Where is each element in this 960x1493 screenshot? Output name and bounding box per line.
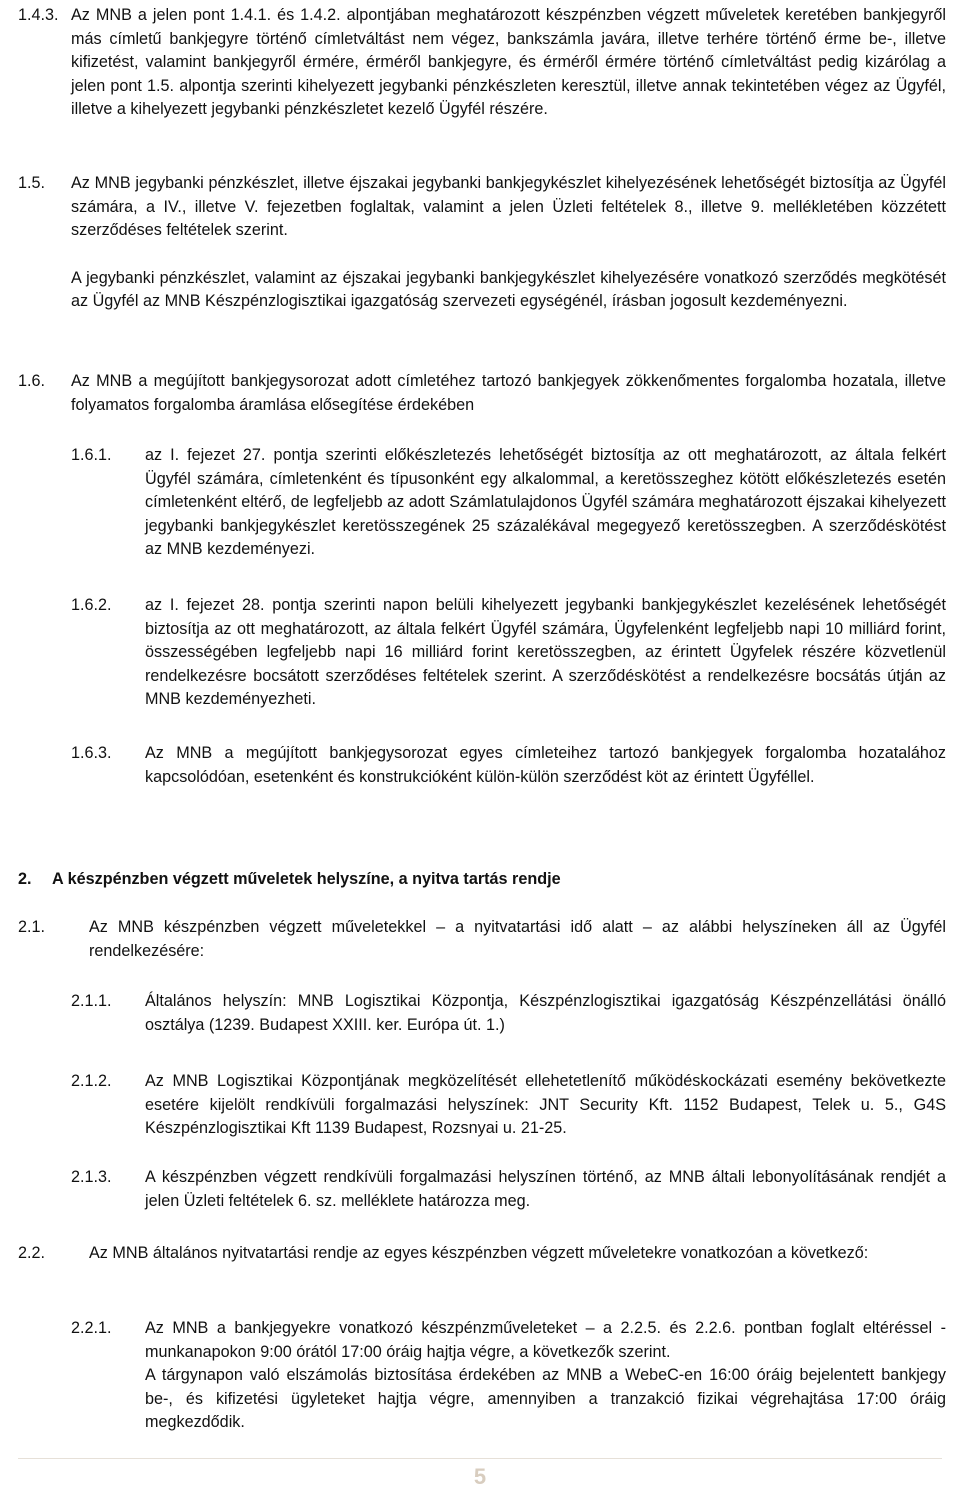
section-number: 1.6.1. <box>71 446 112 464</box>
section-paragraph: A tárgynapon való elszámolás biztosítása érdekében az MNB a WebeC-en 16:00 óráig bejelentett bankjegy be-, és kifizetési ügyleteket hajtja végre, amennyiben a tranzakció fizikai végrehajtása 17:00 óráig megkezdődik. <box>145 1366 946 1431</box>
section-paragraph: Az MNB a megújított bankjegysorozat adott címletéhez tartozó bankjegyek zökkenőmentes forgalomba hozatala, illetve folyamatos forgalomba áramlása elősegítése érdekében <box>71 372 946 414</box>
section-number: 1.6.2. <box>71 596 112 614</box>
chapter-heading <box>18 868 946 892</box>
section-1-6 <box>18 370 946 417</box>
section-2-1-1 <box>71 990 946 1037</box>
section-paragraph: Általános helyszín: MNB Logisztikai Központja, Készpénzlogisztikai igazgatóság Készpénzellátási önálló osztálya (1239. Budapest XXIII. ker. Európa út. 1.) <box>145 992 946 1034</box>
section-2-1-3 <box>71 1166 946 1213</box>
section-paragraph: az I. fejezet 27. pontja szerinti előkészletezés lehetőségét biztosítja az ott meghatározott, az általa felkért Ügyfél számára, címletenként és típusonként egy alkalommal, a keretösszeghez kötött előkészletezés esetén címletenként eltérő, de legfeljebb az adott Számlatulajdonos Ügyfél számára meghatározott éjszakai kihelyezett jegybanki bankjegykészlet keretösszegének 25 százalékával megegyező keretösszegben. A szerződéskötést az MNB kezdeményezi. <box>145 446 946 558</box>
section-paragraph: A készpénzben végzett rendkívüli forgalmazási helyszínen történő, az MNB általi lebonyolításának rendjét a jelen Üzleti feltételek 6. sz. melléklete határozza meg. <box>145 1168 946 1210</box>
section-number: 2.1.1. <box>71 992 112 1010</box>
section-paragraph: Az MNB jegybanki pénzkészlet, illetve éjszakai jegybanki bankjegykészlet kihelyezésének lehetőségét biztosítja az Ügyfél számára, a IV., illetve V. fejezetben foglaltak, valamint a jelen Üzleti feltételek 8., illetve 9. mellékletében közzétett szerződéses feltételek szerint. <box>71 174 946 239</box>
section-1-6-3 <box>71 742 946 789</box>
section-paragraph: Az MNB készpénzben végzett műveletekkel – a nyitvatartási idő alatt – az alábbi helyszíneken áll az Ügyfél rendelkezésére: <box>89 918 946 960</box>
section-1-6-2 <box>71 594 946 712</box>
page-number: 5 <box>473 1464 487 1489</box>
section-1-5 <box>18 172 946 314</box>
chapter-title: A készpénzben végzett műveletek helyszíne, a nyitva tartás rendje <box>52 870 561 888</box>
section-paragraph: Az MNB a jelen pont 1.4.1. és 1.4.2. alpontjában meghatározott készpénzben végzett műveletek keretében bankjegyről más címletű bankjegyre történő címletváltást nem végez, bankszámla javára, illetve terhére történő érme be-, illetve kifizetést, valamint bankjegyről érmére, érméről bankjegyre, és érméről érmére történő címletváltást pedig kizárólag a jelen pont 1.5. alpontja szerinti kihelyezett jegybanki pénzkészleten keresztül, illetve annak tekintetében végez az Ügyfél, illetve a kihelyezett jegybanki pénzkészletet kezelő Ügyfél részére. <box>71 6 946 118</box>
section-number: 2. <box>18 870 32 888</box>
section-number: 2.2.1. <box>71 1319 112 1337</box>
section-number: 2.1. <box>18 918 46 936</box>
section-number: 1.6.3. <box>71 744 112 762</box>
section-paragraph: Az MNB általános nyitvatartási rendje az egyes készpénzben végzett műveletekre vonatkozóan a következő: <box>89 1244 869 1262</box>
section-paragraph: Az MNB a bankjegyekre vonatkozó készpénzműveleteket – a 2.2.5. és 2.2.6. pontban foglalt eltéréssel - munkanapokon 9:00 órától 17:00 óráig hajtja végre, a következők szerint. <box>145 1319 946 1361</box>
section-paragraph: Az MNB a megújított bankjegysorozat egyes címleteihez tartozó bankjegyek forgalomba hozatalához kapcsolódóan, esetenként és konstrukcióként külön-külön szerződést köt az érintett Ügyféllel. <box>145 744 946 786</box>
section-number: 2.1.3. <box>71 1168 112 1186</box>
section-number: 2.2. <box>18 1244 46 1262</box>
section-2-2-1 <box>71 1317 946 1435</box>
section-number: 1.5. <box>18 174 46 192</box>
section-paragraph: Az MNB Logisztikai Központjának megközelítését ellehetetlenítő működéskockázati esemény bekövetkezte esetére kijelölt rendkívüli forgalmazási helyszínek: JNT Security Kft. 1152 Budapest, Telek u. 5., G4S Készpénzlogisztikai Kft 1139 Budapest, Rozsnyai u. 21-25. <box>145 1072 946 1137</box>
section-2-1 <box>18 916 946 963</box>
section-2-2 <box>18 1242 946 1266</box>
section-paragraph: az I. fejezet 28. pontja szerinti napon belüli kihelyezett jegybanki bankjegykészlet kezelésének lehetőségét biztosítja az ott meghatározott, az általa felkért Ügyfél számára, Ügyfelenként legfeljebb napi 10 milliárd forint, összességében legfeljebb napi 16 milliárd forint keretösszegben, az érintett Ügyfelek részére közvetlenül rendelkezésre bocsátott szerződéses feltételek szerint. A szerződéskötést a rendelkezésre bocsátás útján az MNB kezdeményezheti. <box>145 596 946 708</box>
section-2-1-2 <box>71 1070 946 1141</box>
section-paragraph: A jegybanki pénzkészlet, valamint az éjszakai jegybanki bankjegykészlet kihelyezésére vonatkozó szerződés megkötését az Ügyfél az MNB Készpénzlogisztikai igazgatóság szervezeti egységénél, írásban jogosult kezdeményezni. <box>71 268 946 310</box>
footer-divider <box>18 1458 942 1459</box>
section-1-4-3 <box>18 4 946 122</box>
section-1-6-1 <box>71 444 946 562</box>
section-number: 1.4.3. <box>18 6 59 24</box>
section-number: 1.6. <box>18 372 46 390</box>
section-number: 2.1.2. <box>71 1072 112 1090</box>
